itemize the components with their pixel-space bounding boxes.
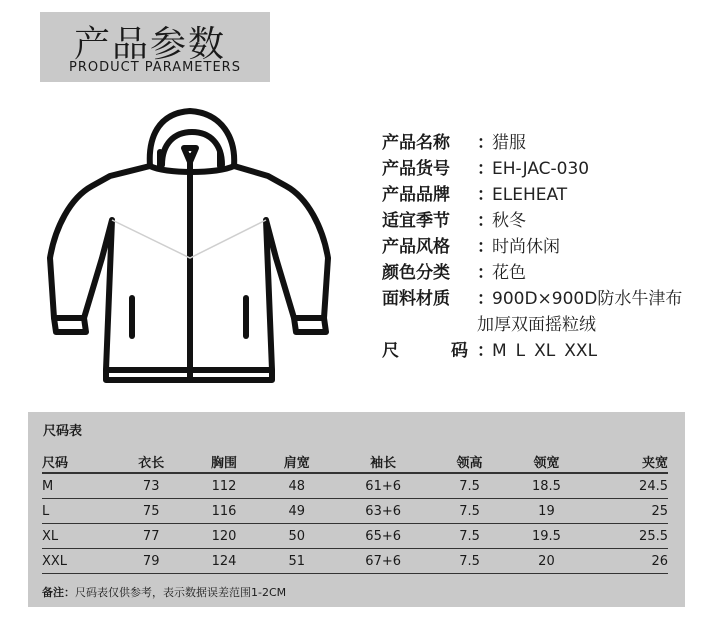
param-row-brand: 产品品牌 ： ELEHEAT — [382, 182, 702, 208]
table-cell: 112 — [188, 473, 261, 499]
table-cell: 79 — [115, 549, 188, 574]
table-cell: 25.5 — [587, 524, 668, 549]
column-header: 领宽 — [506, 450, 587, 473]
table-cell: 25 — [587, 499, 668, 524]
column-header: 肩宽 — [260, 450, 333, 473]
param-row-size: 尺 码 ： M L XL XXL — [382, 338, 702, 364]
table-row — [42, 499, 668, 524]
table-cell: 49 — [260, 499, 333, 524]
table-cell: 26 — [587, 549, 668, 574]
size-chart-table — [42, 450, 668, 574]
param-label: 产品品牌 — [382, 185, 450, 205]
param-value: ELEHEAT — [492, 185, 568, 205]
column-header: 袖长 — [333, 450, 433, 473]
table-cell: 63+6 — [333, 499, 433, 524]
product-params — [382, 130, 702, 364]
table-cell: 51 — [260, 549, 333, 574]
table-row — [42, 524, 668, 549]
param-row-name: 产品名称 ： 猎服 — [382, 130, 702, 156]
size-option: M — [492, 341, 507, 361]
param-value: 时尚休闲 — [492, 237, 560, 257]
table-cell: 124 — [188, 549, 261, 574]
column-header: 领高 — [433, 450, 506, 473]
param-row-color: 颜色分类 ： 花色 — [382, 260, 702, 286]
table-cell: 48 — [260, 473, 333, 499]
column-header: 胸围 — [188, 450, 261, 473]
note-text: 尺码表仅供参考，表示数据误差范围1-2CM — [75, 586, 287, 599]
table-row — [42, 549, 668, 574]
param-row-material-cont — [382, 312, 702, 338]
param-label: 适宜季节 — [382, 211, 450, 231]
param-value: 900D×900D防水牛津布 — [492, 289, 683, 309]
table-cell: XXL — [42, 549, 115, 574]
table-cell: 19 — [506, 499, 587, 524]
table-cell: 7.5 — [433, 499, 506, 524]
section-subtitle: PRODUCT PARAMETERS — [69, 60, 241, 75]
column-header: 衣长 — [115, 450, 188, 473]
size-chart-title: 尺码表 — [43, 424, 83, 439]
table-cell: 65+6 — [333, 524, 433, 549]
table-cell: 24.5 — [587, 473, 668, 499]
table-row — [42, 473, 668, 499]
section-title-box — [40, 12, 270, 82]
section-title: 产品参数 — [74, 24, 227, 65]
param-value: 花色 — [492, 263, 526, 283]
table-cell: 50 — [260, 524, 333, 549]
table-cell: 116 — [188, 499, 261, 524]
table-cell: 67+6 — [333, 549, 433, 574]
table-header-row — [42, 450, 668, 473]
size-chart-note — [42, 584, 286, 600]
param-row-season: 适宜季节 ： 秋冬 — [382, 208, 702, 234]
table-cell: M — [42, 473, 115, 499]
table-cell: 18.5 — [506, 473, 587, 499]
note-label: 备注： — [42, 586, 75, 599]
table-cell: 73 — [115, 473, 188, 499]
table-cell: 7.5 — [433, 524, 506, 549]
table-cell: 19.5 — [506, 524, 587, 549]
param-label: 颜色分类 — [382, 263, 450, 283]
table-cell: 75 — [115, 499, 188, 524]
param-row-sku: 产品货号 ： EH-JAC-030 — [382, 156, 702, 182]
param-label: 产品名称 — [382, 133, 450, 153]
param-value: 秋冬 — [492, 211, 526, 231]
param-value: 猎服 — [492, 133, 526, 153]
param-row-material: 面料材质 ： 900D×900D防水牛津布 — [382, 286, 702, 312]
table-cell: L — [42, 499, 115, 524]
table-cell: XL — [42, 524, 115, 549]
column-header: 夹宽 — [587, 450, 668, 473]
hooded-jacket-icon — [40, 108, 340, 383]
size-option: XL — [534, 341, 556, 361]
table-cell: 120 — [188, 524, 261, 549]
table-cell: 20 — [506, 549, 587, 574]
size-chart-panel — [28, 412, 685, 607]
size-option: XXL — [564, 341, 598, 361]
size-options — [492, 338, 606, 364]
param-row-style: 产品风格 ： 时尚休闲 — [382, 234, 702, 260]
table-cell: 7.5 — [433, 473, 506, 499]
param-label: 面料材质 — [382, 289, 450, 309]
param-label: 产品货号 — [382, 159, 450, 179]
table-cell: 7.5 — [433, 549, 506, 574]
param-value: EH-JAC-030 — [492, 159, 590, 179]
table-cell: 77 — [115, 524, 188, 549]
param-label: 产品风格 — [382, 237, 450, 257]
table-cell: 61+6 — [333, 473, 433, 499]
param-value-continued: 加厚双面摇粒绒 — [477, 315, 596, 335]
column-header: 尺码 — [42, 450, 115, 473]
size-option: L — [515, 341, 526, 361]
